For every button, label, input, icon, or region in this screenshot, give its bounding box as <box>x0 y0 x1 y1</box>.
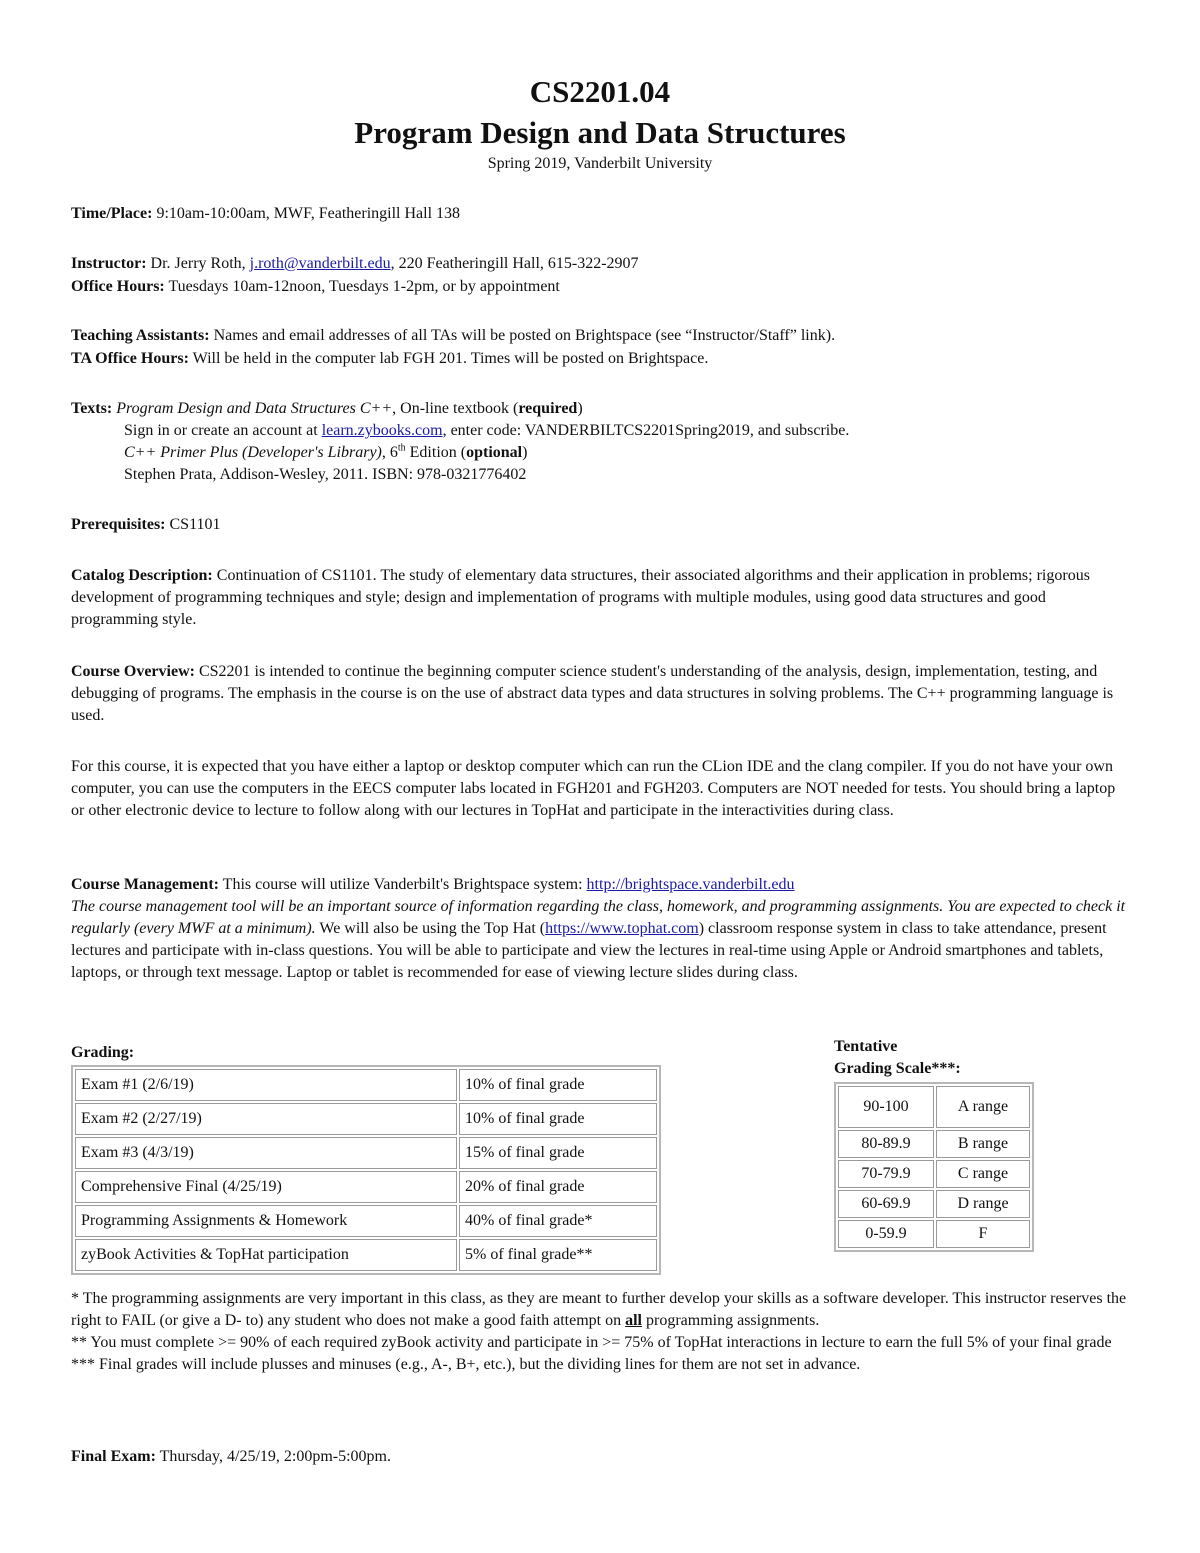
prerequisites-value: CS1101 <box>165 516 221 533</box>
instructor-line <box>71 253 1131 275</box>
grading-weight: 15% of final grade <box>459 1137 657 1169</box>
final-exam-value: Thursday, 4/25/19, 2:00pm-5:00pm. <box>155 1448 391 1465</box>
book1-close: ) <box>577 400 583 417</box>
prerequisites-label: Prerequisites: <box>71 516 166 533</box>
grading-item: Programming Assignments & Homework <box>75 1205 457 1237</box>
scale-grade: F <box>936 1220 1030 1248</box>
office-hours-label: Office Hours: <box>71 278 165 295</box>
grading-item: zyBook Activities & TopHat participation <box>75 1239 457 1271</box>
book2-edition-post: Edition ( <box>405 444 467 461</box>
time-place-value: 9:10am-10:00am, MWF, Featheringill Hall 138 <box>152 205 461 222</box>
grading-row <box>75 1239 657 1271</box>
final-exam-label: Final Exam: <box>71 1448 156 1465</box>
overview-label: Course Overview: <box>71 663 195 680</box>
course-name: Program Design and Data Structures <box>354 115 846 150</box>
book2-edition-sup: th <box>397 442 406 454</box>
brightspace-link[interactable]: http://brightspace.vanderbilt.edu <box>586 876 795 893</box>
scale-grade: B range <box>936 1130 1030 1158</box>
note-2: ** You must complete >= 90% of each required zyBook activity and participate in >= 75% of TopHat interactions in lecture to earn the full 5% of your final grade <box>71 1334 1112 1351</box>
catalog-label: Catalog Description: <box>71 567 213 584</box>
instructor-label: Instructor: <box>71 255 147 272</box>
scale-range: 90-100 <box>838 1086 934 1128</box>
tophat-pre: We will also be using the Top Hat ( <box>315 920 546 937</box>
course-management-italic: The course management tool will be an important source of information regarding the class, homework, and programming assignments. You are expected to check it regularly (every MWF at a minimum). <box>71 898 1126 937</box>
grading-row <box>75 1103 657 1135</box>
note-1 <box>71 1288 1131 1332</box>
book2-author: Stephen Prata, Addison-Wesley, 2011. ISBN: 978-0321776402 <box>124 466 527 483</box>
book2-close: ) <box>522 444 528 461</box>
texts-label: Texts: <box>71 400 113 417</box>
note-1-post: programming assignments. <box>642 1312 820 1329</box>
book2-edition-pre: , 6 <box>381 444 398 461</box>
overview-value: CS2201 is intended to continue the beginning computer science student's understanding of the analysis, design, implementation, testing, and debugging of programs. The emphasis in the course is on the use of abstract data types and data structures in solving problems. The C++ programming language is used. <box>71 663 1114 724</box>
course-management-label: Course Management: <box>71 876 219 893</box>
scale-row <box>838 1160 1030 1188</box>
grading-title: Grading: <box>71 1044 135 1061</box>
grading-weight: 40% of final grade* <box>459 1205 657 1237</box>
scale-row <box>838 1220 1030 1248</box>
catalog-description <box>71 565 1131 631</box>
grading-row <box>75 1069 657 1101</box>
grading-row <box>75 1171 657 1203</box>
scale-range: 60-69.9 <box>838 1190 934 1218</box>
grading-row <box>75 1205 657 1237</box>
texts-section <box>71 398 1131 486</box>
ta-label: Teaching Assistants: <box>71 327 210 344</box>
grading-weight: 5% of final grade** <box>459 1239 657 1271</box>
office-hours-value: Tuesdays 10am-12noon, Tuesdays 1-2pm, or by appointment <box>164 278 560 295</box>
teaching-assistants <box>71 325 1131 347</box>
scale-range: 70-79.9 <box>838 1160 934 1188</box>
course-management <box>71 874 1131 984</box>
scale-section <box>834 1036 1044 1252</box>
grading-weight: 20% of final grade <box>459 1171 657 1203</box>
zybooks-link[interactable]: learn.zybooks.com <box>321 422 443 439</box>
catalog-value: Continuation of CS1101. The study of elementary data structures, their associated algorithms and their application in problems; rigorous development of programming techniques and style; design and implementation of programs with multiple modules, using good data structures and good programming style. <box>71 567 1090 628</box>
note-1-pre: * The programming assignments are very important in this class, as they are meant to further develop your skills as a software developer. This instructor reserves the right to FAIL (or give a D- to) any student who does not make a good faith attempt on <box>71 1290 1127 1329</box>
grading-weight: 10% of final grade <box>459 1103 657 1135</box>
grading-table <box>71 1065 661 1275</box>
computers-paragraph: For this course, it is expected that you have either a laptop or desktop computer which can run the CLion IDE and the clang compiler. If you do not have your own computer, you can use the computers in the EECS computer labs located in FGH201 and FGH203. Computers are NOT needed for tests. You should bring a laptop or other electronic device to lecture to follow along with our lectures in TopHat and participate in the interactivities during class. <box>71 758 1116 819</box>
scale-row <box>838 1086 1030 1128</box>
grading-item: Exam #2 (2/27/19) <box>75 1103 457 1135</box>
grading-item: Exam #1 (2/6/19) <box>75 1069 457 1101</box>
tophat-post: ) classroom response system in class to take attendance, present lectures and participate with in-class questions. You will be able to participate and view the lectures in real-time using Apple or Android smartphones and tablets, laptops, or through text message. Laptop or tablet is recommended for ease of viewing lecture slides during class. <box>71 920 1107 981</box>
scale-grade: C range <box>936 1160 1030 1188</box>
scale-row <box>838 1190 1030 1218</box>
time-place <box>71 203 1131 225</box>
grading-row <box>75 1137 657 1169</box>
signin-before: Sign in or create an account at <box>124 422 322 439</box>
grading-notes <box>71 1288 1131 1376</box>
course-management-intro: This course will utilize Vanderbilt's Brightspace system: <box>218 876 587 893</box>
course-overview <box>71 661 1131 727</box>
note-3: *** Final grades will include plusses and minuses (e.g., A-, B+, etc.), but the dividing lines for them are not set in advance. <box>71 1356 861 1373</box>
instructor-name: Dr. Jerry Roth, <box>146 255 250 272</box>
scale-title-line2: Grading Scale***: <box>834 1060 961 1077</box>
scale-title-line1: Tentative <box>834 1038 898 1055</box>
texts-book2 <box>71 442 1131 464</box>
book1-title: Program Design and Data Structures C++ <box>112 400 393 417</box>
grading-section <box>71 1042 671 1275</box>
scale-row <box>838 1130 1030 1158</box>
instructor-details: , 220 Featheringill Hall, 615-322-2907 <box>390 255 639 272</box>
signin-after: , enter code: VANDERBILTCS2201Spring2019, and subscribe. <box>442 422 850 439</box>
ta-value: Names and email addresses of all TAs will be posted on Brightspace (see “Instructor/Staff” link). <box>209 327 836 344</box>
course-term: Spring 2019, Vanderbilt University <box>487 155 713 172</box>
ta-office-hours <box>71 348 1131 370</box>
grading-item: Exam #3 (4/3/19) <box>75 1137 457 1169</box>
instructor-email-link[interactable]: j.roth@vanderbilt.edu <box>249 255 391 272</box>
grading-item: Comprehensive Final (4/25/19) <box>75 1171 457 1203</box>
ta-office-hours-value: Will be held in the computer lab FGH 201. Times will be posted on Brightspace. <box>188 350 709 367</box>
book2-title: C++ Primer Plus (Developer's Library) <box>124 444 382 461</box>
office-hours <box>71 276 1131 298</box>
scale-range: 80-89.9 <box>838 1130 934 1158</box>
texts-book1 <box>71 398 1131 420</box>
book1-required: required <box>518 400 578 417</box>
book1-rest: , On-line textbook ( <box>392 400 519 417</box>
tophat-link[interactable]: https://www.tophat.com <box>545 920 699 937</box>
ta-office-hours-label: TA Office Hours: <box>71 350 189 367</box>
note-1-all: all <box>625 1312 642 1329</box>
prerequisites <box>71 514 1131 536</box>
scale-range: 0-59.9 <box>838 1220 934 1248</box>
final-exam <box>71 1446 1131 1468</box>
scale-table <box>834 1082 1034 1252</box>
book2-optional: optional <box>466 444 523 461</box>
time-place-label: Time/Place: <box>71 205 153 222</box>
scale-grade: A range <box>936 1086 1030 1128</box>
course-code: CS2201.04 <box>529 74 671 109</box>
zybooks-signin <box>71 420 1131 442</box>
grading-weight: 10% of final grade <box>459 1069 657 1101</box>
scale-grade: D range <box>936 1190 1030 1218</box>
